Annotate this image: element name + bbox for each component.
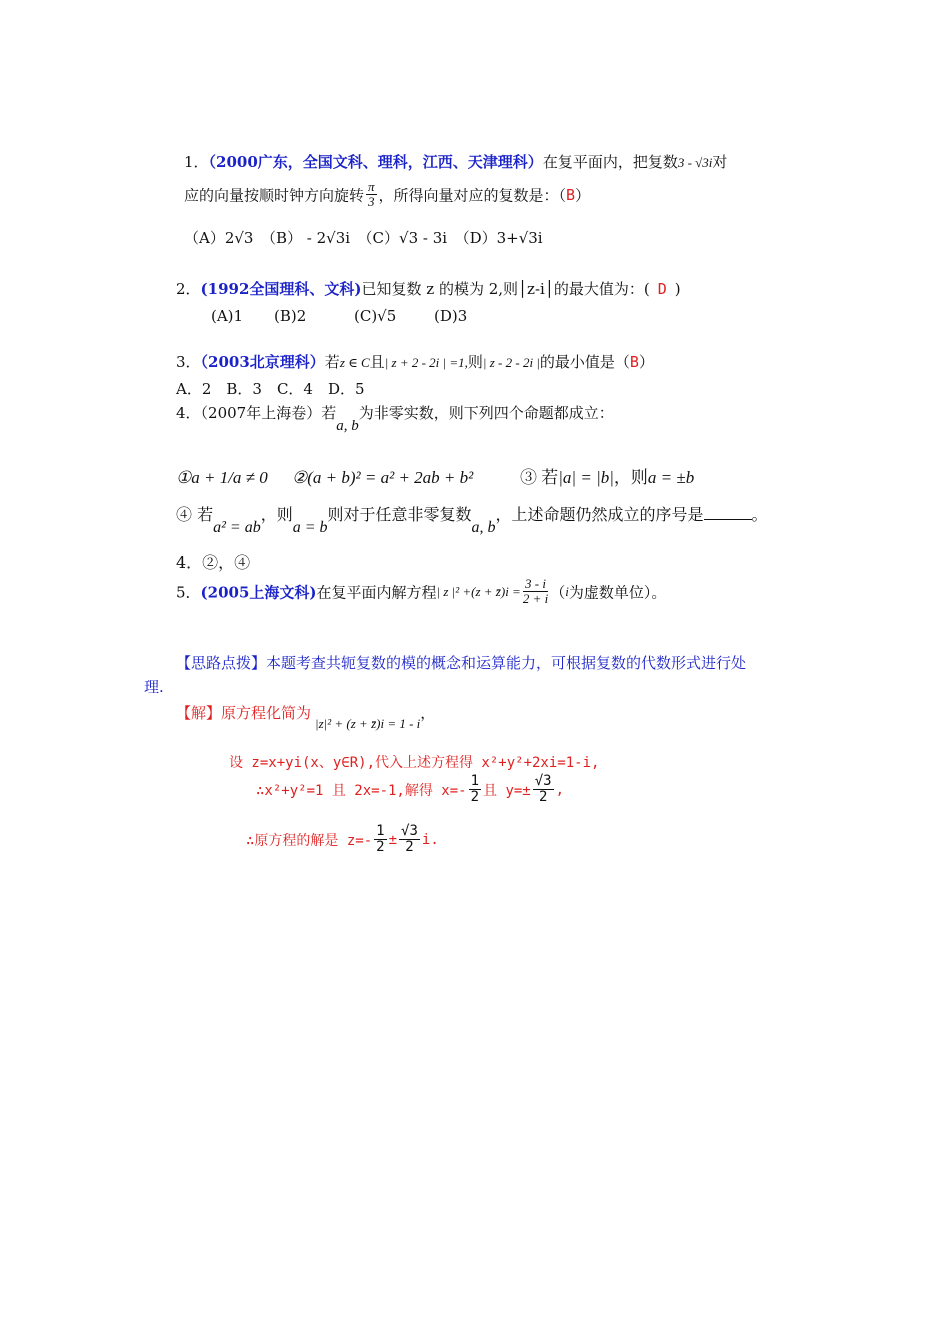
q4-prop3-expr: |a| = |b|	[558, 468, 614, 487]
solution-line4-end: i.	[421, 831, 439, 848]
solution-line2: 设 z=x+yi(x、y∈R),代入上述方程得 x²+y²+2xi=1-i,	[229, 755, 600, 771]
q1-line2	[184, 180, 590, 210]
q4-prop3-then: ，则	[613, 468, 648, 487]
q2-close: )	[674, 280, 681, 298]
frac-den: 2	[538, 789, 548, 806]
hint-line2: 理.	[144, 678, 164, 696]
q3-close: ）	[638, 353, 654, 371]
q4-answer-blank	[704, 505, 752, 520]
q3-line1	[176, 351, 654, 372]
hint-line1	[176, 652, 746, 673]
solution-line3-end: ,	[555, 781, 565, 798]
q2-line1	[176, 278, 681, 299]
q3-text-d: 的最小值是（	[539, 353, 630, 371]
q1-angle	[366, 180, 377, 210]
q2-number: 2．	[176, 280, 201, 298]
solution-line1-expr: |z|² + (z + z̄)i = 1 - i	[315, 716, 421, 731]
q1-line1	[184, 151, 727, 172]
q4-prop4-line	[176, 502, 768, 536]
q3-number: 3．	[176, 353, 201, 371]
frac-den: 2	[376, 839, 385, 856]
frac-den: 2	[470, 789, 480, 806]
solution-line3-text-b: 且 y=±	[483, 782, 531, 799]
q5-equation-rhs	[523, 577, 548, 607]
solution-line4-frac	[374, 824, 386, 856]
q4-prop4-vars: a, b	[471, 519, 496, 536]
q1-options: （A）2√3 （B） - 2√3i （C）√3 - 3i （D）3+√3i	[184, 229, 543, 247]
q1-answer: B	[566, 185, 576, 204]
q5-equation-lhs: | z |² +(z + z̄)i =	[436, 583, 521, 599]
q1-source: （2000广东，全国文科、理科，江西、天津理科）	[208, 153, 543, 171]
q4-prop1: ①a + 1/a ≠ 0	[176, 468, 268, 487]
q4-props	[176, 463, 694, 488]
q2-option-c: (C)√5	[354, 307, 397, 325]
q1-line2-text: 应的向量按顺时钟方向旋转	[184, 186, 365, 205]
q4-answer: 4．②，④	[176, 553, 251, 572]
q5-text-c: 为虚数单位）。	[568, 583, 667, 602]
q4-prop4-end: 。	[751, 505, 768, 524]
q5-text-a: 在复平面内解方程	[316, 583, 437, 602]
solution-line1	[176, 702, 436, 731]
q3-expr: | z - 2 - 2i |	[482, 355, 540, 370]
q4-prop4-then: ，则	[260, 505, 293, 524]
q4-line1	[176, 402, 614, 434]
q3-answer: B	[629, 353, 639, 371]
q5-rhs-den: 2 + i	[522, 591, 549, 607]
q2-answer: D	[657, 280, 667, 298]
solution-line1-end: ，	[420, 704, 436, 722]
q4-prop4-text-d: ，上述命题仍然成立的序号是	[495, 505, 704, 524]
q3-options: A．2 B．3 C．4 D．5	[176, 380, 365, 398]
q2-text: 已知复数 z 的模为 2,则│z-i│的最大值为：(	[361, 280, 650, 298]
q1-line2-text-b: ，所得向量对应的复数是：（	[378, 186, 567, 205]
solution-line3-frac2	[533, 774, 554, 806]
hint-label: 【思路点拨】	[176, 654, 267, 672]
q3-text-c: 则	[467, 353, 483, 371]
solution-line4-text: ∴原方程的解是 z=-	[246, 832, 373, 849]
q2-options	[211, 307, 467, 325]
q3-cond2: | z + 2 - 2i | =1,	[384, 355, 468, 370]
q4-prop4-text: ④ 若	[176, 505, 214, 524]
q2-source: (1992全国理科、文科)	[200, 280, 362, 298]
q2-option-b: (B)2	[274, 307, 307, 325]
q4-prop2: ②(a + b)² = a² + 2ab + b²	[292, 468, 474, 487]
frac-num: √3	[401, 823, 418, 839]
hint-text: 本题考查共轭复数的模的概念和运算能力，可根据复数的代数形式进行处	[266, 654, 747, 672]
q3-source: （2003北京理科）	[200, 353, 325, 371]
frac-num: √3	[534, 773, 552, 789]
solution-line4-pm: ±	[388, 831, 398, 848]
q5-rhs-num: 3 - i	[523, 577, 548, 592]
frac-num: 1	[376, 823, 385, 839]
q4-prop3-text: ③ 若	[520, 468, 559, 487]
solution-line3-text: ∴x²+y²=1 且 2x=-1,解得 x=-	[256, 782, 467, 799]
q5-line1	[176, 577, 666, 607]
q1-angle-num: π	[368, 179, 375, 194]
solution-line3-frac	[469, 774, 481, 806]
q4-text-a: （2007年上海卷）若	[200, 404, 337, 422]
q3-text-b: 且	[369, 353, 385, 371]
q1-angle-den: 3	[368, 194, 375, 210]
q4-vars: a, b	[336, 418, 359, 434]
frac-num: 1	[470, 773, 480, 789]
q1-close: ）	[575, 186, 591, 205]
q4-text-b: 为非零实数，则下列四个命题都成立：	[358, 404, 614, 422]
solution-line4	[246, 824, 439, 856]
solution-label: 【解】	[176, 704, 222, 722]
q1-text: 在复平面内，把复数	[542, 153, 678, 171]
frac-den: 2	[405, 839, 414, 856]
q4-prop3-result: a = ±b	[647, 468, 695, 487]
q1-number: 1．	[184, 153, 209, 171]
q2-option-a: (A)1	[211, 307, 244, 325]
q5-source: (2005上海文科)	[200, 583, 317, 602]
q4-number: 4．	[176, 404, 201, 422]
solution-line4-frac2	[399, 824, 420, 856]
q5-text-b: （	[550, 583, 566, 602]
q1-expr: 3 - √3i	[677, 155, 713, 170]
q4-prop4-text-c: 则对于任意非零复数	[327, 505, 472, 524]
q3-cond1: z ∈ C	[339, 355, 370, 370]
q5-i-symbol: i	[565, 583, 569, 599]
solution-line3	[256, 774, 564, 806]
q4-prop4-result: a = b	[292, 519, 328, 536]
solution-line1-text: 原方程化简为	[221, 704, 312, 722]
q4-prop4-cond: a² = ab	[213, 519, 261, 536]
q5-number: 5．	[176, 583, 201, 602]
q1-text-end: 对	[712, 153, 728, 171]
q2-option-d: (D)3	[434, 307, 468, 325]
q3-text-a: 若	[324, 353, 340, 371]
